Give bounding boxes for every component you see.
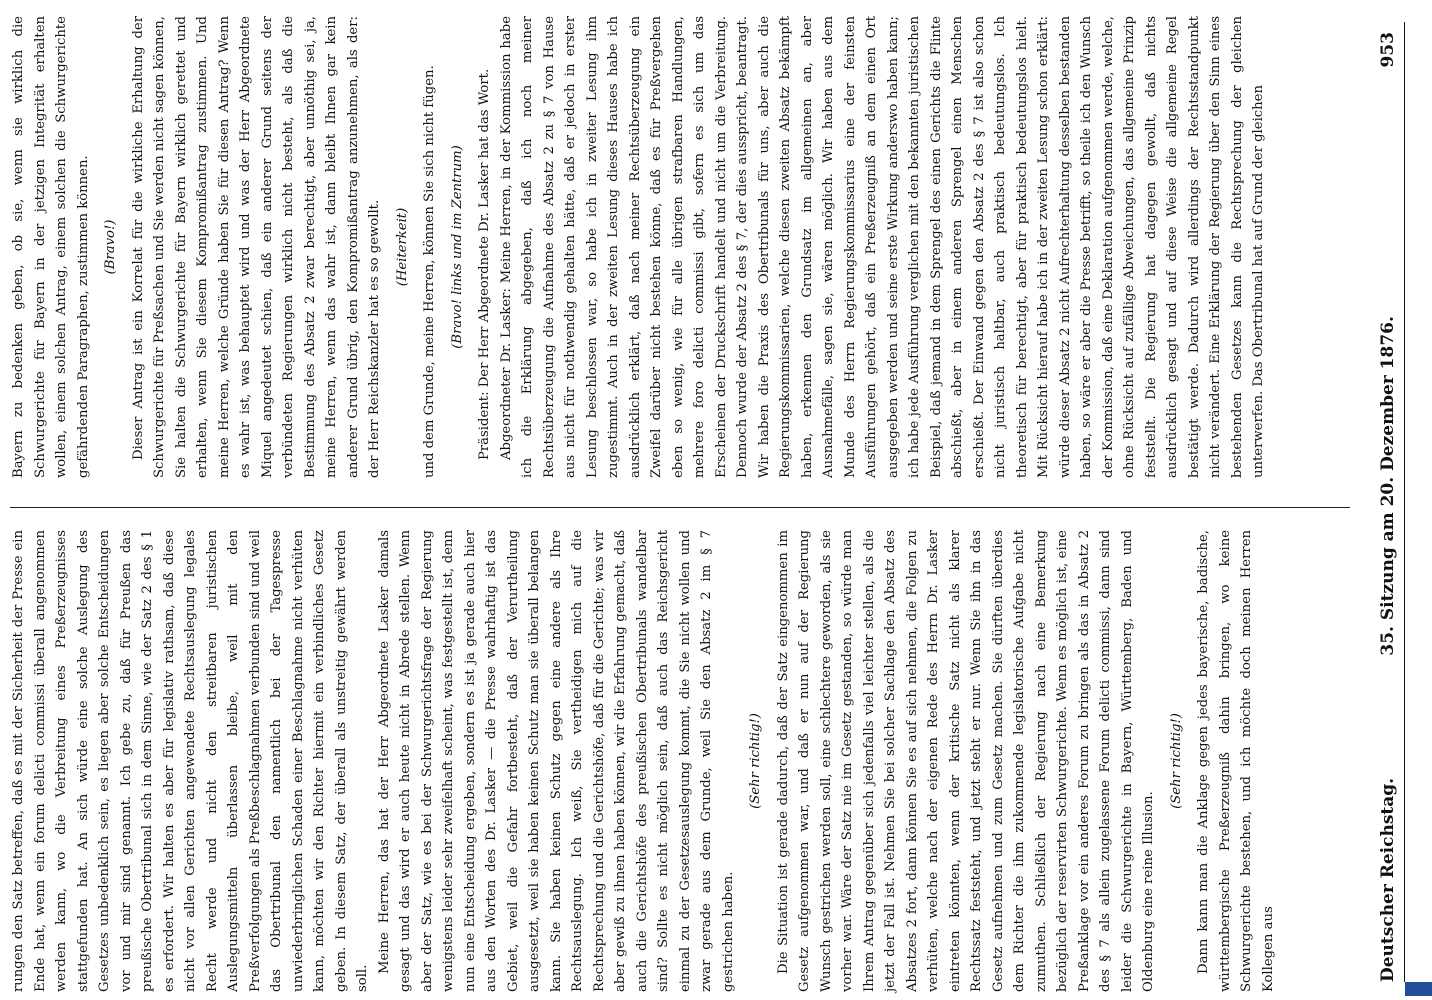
paragraph: Abgeordneter Dr. Lasker: Meine Herren, in der Kommission habe ich die Erklärung abgegeben, daß ich noch meiner Rechtsüberzeugung die Aufnahme des Absatz 2 zu § 7 von Hause aus nicht für nothwendig gehalten hätte, daß er jedoch in erster Lesung beschlossen war, so habe ich in zweiter Lesung ihm zugestimmt. Auch in der zweiten Lesung dieses Hauses habe ich ausdrücklich erklärt, daß nach meiner Rechtsüberzeugung ein Zweifel darüber nicht bestehen könne, daß es für Preßvergehen eben so wenig, wie für alle übrigen strafbaren Handlungen, mehrere foro delicti commissi gibt, sofern es sich um das Erscheinen der Druckschrift handelt und nicht um die Verbreitung. Dennoch wurde der Absatz 2 des § 7, der dies ausspricht, beantragt. Wir haben die Praxis des Obertribunals für uns, aber auch die Regierungskommissarien, welche diesen zweiten Absatz bekämpft haben, erkennen den Grundsatz im allgemeinen an, aber Ausnahmefälle, sagen sie, wären möglich. Wir haben aus dem Munde des Herrn Regierungskommissarius eine der feinsten Ausführungen gehört, daß ein Preßerzeugniß an dem einen Ort ausgegeben werden und seine erste Wirkung anderswo haben kann; ich habe jede Ausführung verglichen mit den bekannten juristischen Beispiel, daß jemand in dem Sprengel des einen Gerichts die Flinte abschießt, aber in einem anderen Sprengel einen Menschen erschießt. Der Einwand gegen den Absatz 2 des § 7 ist also schon nicht juristisch haltbar, auch praktisch bedeutungslos. Ich theoretisch für berechtigt, aber für praktisch bedeutungslos hielt. Mit Rücksicht hierauf habe ich in der zweiten Lesung schon erklärt: würde dieser Absatz 2 nicht Aufrechterhaltung desselben bestanden haben, so wäre er aber die Presse betrifft, so theile ich den Wunsch der Kommission, daß eine Deklaration aufgenommen werde, welche, ohne Rücksicht auf zufällige Abweichungen, das allgemeine Prinzip feststellt. Die Regierung hat dagegen gewollt, daß nichts ausdrücklich gesagt und auf diese Weise die allgemeine Regel bestätigt werde. Dadurch wird allerdings der Rechtsstandpunkt nicht verändert. Eine Erklärung der Regierung über den Sinn eines bestehenden Gesetzes kann die Rechtsprechung der gleichen unterwerfen. Das Obertribunal hat auf Grund der gleichen [498,16,1266,478]
paragraph: Präsident: Der Herr Abgeordnete Dr. Lasker hat das Wort. [477,68,492,460]
interjection: (Sehr richtig!) [748,713,763,809]
interjection: (Bravo! links und im Zentrum) [449,145,465,349]
digitization-note [1418,0,1432,1000]
paragraph: Meine Herren, das hat der Herr Abgeordnete Lasker damals gesagt und das wird er auch heute nicht in Abrede stellen. Wenn aber der Satz, wie es bei der Schwurgerichtsfrage der Regierung wenigstens leider sehr zweifelhaft scheint, was festgestellt ist, denn nun eine Entscheidung ergeben, sondern es ist ja gerade auch hier aus den Worten des Dr. Lasker — die Presse wahrhaftig ist das Gebiet, weil die Gefahr fortbesteht, daß der Verurtheilung ausgesetzt, weil sie haben keinen Schutz man sie überall belangen kann. Sie haben keinen Schutz gegen eine andere als Ihre Rechtsauslegung. Ich weiß, Sie vertheidigen mich auf die Rechtsprechung und die Gerichtshöfe, daß für die Gerichte; was wir aber gewiß zu ihnen haben können, wir die Erfahrung gemacht, daß auch die Gerichtshöfe des preußischen Obertribunals wandelbar sind? Sollte es nicht möglich sein, daß auch das Reichsgericht einmal zu der Gesetzesauslegung kommt, die Sie nicht wollen und zwar gerade aus dem Grunde, weil Sie den Absatz 2 im § 7 gestrichen haben. [376,530,736,992]
left-column [8,530,1358,992]
header-publication: Deutscher Reichstag. [1378,777,1398,982]
paragraph: und dem Grunde, meine Herren, können Sie sich nicht fügen. [422,65,437,478]
header-page-number: 953 [1378,32,1398,68]
paragraph: rungen den Satz betreffen, daß es mit der Sicherheit der Presse ein Ende hat, wenn ein forum delicti commissi überall angenommen werden kann, wo die Verbreitung eines Preßerzeugnisses stattgefunden hat. An sich würde eine solche Auslegung des Gesetzes unbedenklich sein, es liegen aber solche Entscheidungen vor und mir sind genannt. Ich gebe zu, daß für Preußen das preußische Obertribunal sich in dem Sinne, wie der Satz 2 des § 1 es erfordert. Wir halten es aber für legislativ rathsam, daß diese nicht vor allen Gerichten angewendete Rechtsauslegung legales Recht werde und nicht den streitbaren juristischen Auslegungsmitteln überlassen bleibe, weil mit den Preßverfolgungen als Preßbeschlagnahmen verbunden sind und weil das Obertribunal den namentlich bei der Tagespresse unwiederbringlichen Schaden einer Beschlagnahme nicht verhüten kann, möchten wir den Richter hiermit ein verbindliches Gesetz geben. In diesem Satz, der überall als unstreitig gewährt werden soll. [11,529,370,992]
paragraph: Bayern zu bedenken geben, ob sie, wenn sie wirklich die Schwurgerichte für Bayern in der jetzigen Integrität erhalten wollen, einem solchen Antrag, einem solchen die Schwurgerichte gefährdenden Paragraphen, zustimmen können. [11,16,91,478]
page-header [1358,22,1405,982]
interjection: (Heiterkeit) [394,207,410,287]
interjection: (Bravo!) [103,219,118,275]
paragraph: Dann kann man die Anklage gegen jedes bayerische, badische, württembergische Preßerzeugniß dahin bringen, wo keine Schwurgerichte bestehen, und ich möchte doch meinen Herren Kollegen aus [1196,530,1276,992]
dfg-logo [1405,982,1432,996]
right-column [8,16,1358,478]
interjection: (Sehr richtig!) [1168,713,1184,809]
paragraph: Dieser Antrag ist ein Korrelat für die wirkliche Erhaltung der Schwurgerichte für Preßsachen und Sie werden nicht sagen können, Sie halten die Schwurgerichte für Bayern wirklich gerettet und erhalten, wenn Sie diesem Kompromißantrag zustimmen. Und meine Herren, welche Gründe haben Sie für diesen Antrag? Wenn es wahr ist, was behauptet wird und was der Herr Abgeordnete Miquel angedeutet schien, daß ein anderer Grund seitens der verbündeten Regierungen wirklich nicht besteht, als daß die Bestimmung des Absatz 2 zwar berechtigt, aber unnöthig sei, ja, meine Herren, wenn das wahr ist, dann bleibt Ihnen gar kein anderer Grund übrig, den Kompromißantrag anzunehmen, als der: der Herr Reichskanzler hat es so gewollt. [130,16,382,478]
header-session: 35. Sitzung am 20. Dezember 1876. [1378,316,1398,656]
column-divider [10,507,1350,508]
paragraph: Die Situation ist gerade dadurch, daß der Satz eingenommen im Gesetz aufgenommen war, und daß er nun auf der Regierung Wunsch gestrichen werden soll, eine schlechtere geworden, als sie vorher war. Wäre der Satz nie im Gesetz gestanden, so würde man Ihrem Antrag gegenüber sich jedenfalls viel leichter stellen, als die jetzt der Fall ist. Nehmen Sie bei solcher Sachlage den Absatz des Absatzes 2 fort, dann können Sie es auf sich nehmen, die Folgen zu verhüten, welche nach der eigenen Rede des Herrn Dr. Lasker eintreten könnten, wenn der kritische Satz nicht als klarer Rechtssatz feststeht, und jetzt steht er nur. Wenn Sie ihn in das Gesetz aufnehmen und zum Gesetz machen. Sie dürften überdies dem Richter die ihm zukommende legislatorische Aufgabe nicht zumuthen. Schließlich der Regierung nach eine Bemerkung bezüglich der reservirten Schwurgerichte. Wenn es möglich ist, eine Preßanklage vor ein anderes Forum zu bringen als das in Absatz 2 des § 7 als allein zugelassene Forum delicti commissi, dann sind leider die Schwurgerichte in Bayern, Württemberg, Baden und Oldenburg eine reine Illusion. [775,530,1156,992]
